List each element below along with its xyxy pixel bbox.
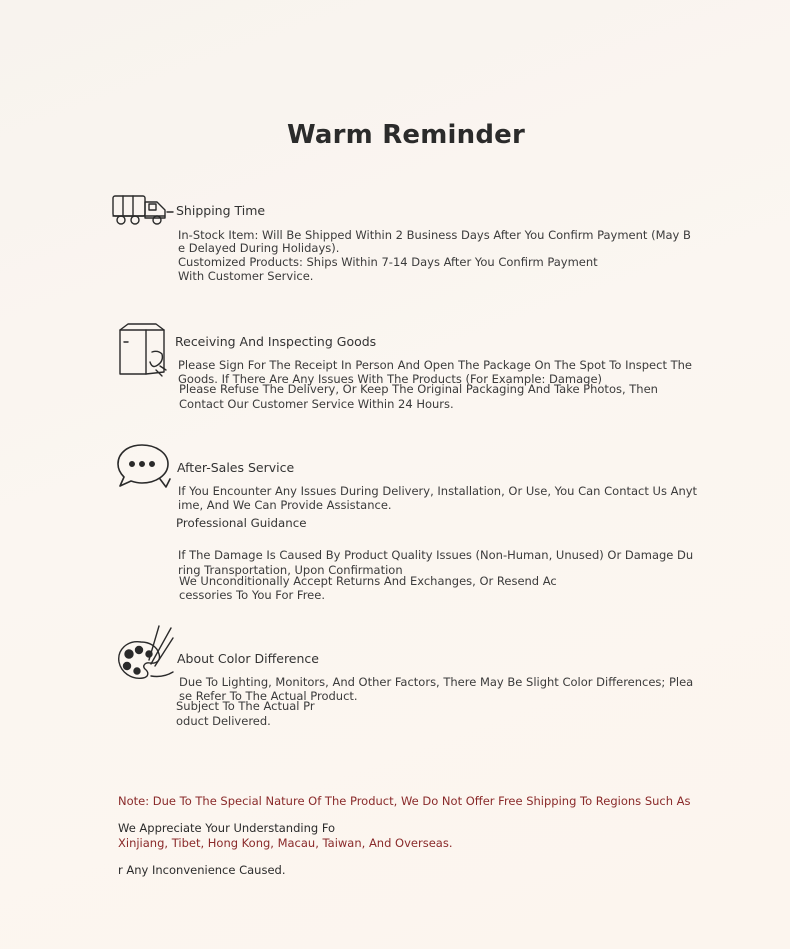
note-red-line-2: Xinjiang, Tibet, Hong Kong, Macau, Taiwan, And Overseas.: [118, 836, 453, 850]
after-sales-line-5: We Unconditionally Accept Returns And Exchanges, Or Resend Ac: [179, 574, 557, 588]
receiving-line-3: Please Refuse The Delivery, Or Keep The Original Packaging And Take Photos, Then: [179, 382, 658, 396]
color-line-4: oduct Delivered.: [176, 714, 271, 728]
after-sales-line-1: If You Encounter Any Issues During Delivery, Installation, Or Use, You Can Contact Us Anyt: [178, 484, 698, 498]
note-black-line-2: r Any Inconvenience Caused.: [118, 863, 286, 877]
color-line-3: Subject To The Actual Pr: [176, 699, 315, 713]
shipping-line-2: e Delayed During Holidays).: [178, 241, 340, 255]
after-sales-line-2: ime, And We Can Provide Assistance.: [178, 498, 392, 512]
section-heading-receiving: Receiving And Inspecting Goods: [175, 334, 377, 349]
after-sales-line-3: If The Damage Is Caused By Product Quality Issues (Non-Human, Unused) Or Damage Du: [178, 548, 694, 562]
receiving-line-4: Contact Our Customer Service Within 24 Hours.: [179, 397, 454, 411]
note-black-line-1: We Appreciate Your Understanding Fo: [118, 821, 336, 835]
after-sales-line-6: cessories To You For Free.: [179, 588, 325, 602]
section-heading-after-sales: After-Sales Service: [177, 460, 295, 475]
after-sales-line-4: ring Transportation, Upon Confirmation: [178, 563, 403, 577]
color-line-2: se Refer To The Actual Product.: [179, 689, 358, 703]
receiving-line-1: Please Sign For The Receipt In Person And Open The Package On The Spot To Inspect The: [178, 358, 692, 372]
subheading-professional-guidance: Professional Guidance: [176, 516, 307, 530]
color-line-1: Due To Lighting, Monitors, And Other Factors, There May Be Slight Color Differences; Plea: [179, 675, 694, 689]
section-heading-shipping: Shipping Time: [176, 203, 266, 218]
note-appreciation: [118, 793, 335, 905]
shipping-line-3: Customized Products: Ships Within 7-14 Days After You Confirm Payment: [178, 255, 598, 269]
shipping-line-1: In-Stock Item: Will Be Shipped Within 2 Business Days After You Confirm Payment (May B: [178, 228, 691, 242]
delivery-truck-icon: [111, 190, 175, 228]
note-red-line-1: Note: Due To The Special Nature Of The Product, We Do Not Offer Free Shipping To Regions Such As: [118, 794, 691, 808]
section-heading-color: About Color Difference: [177, 651, 319, 666]
package-box-icon: [116, 322, 174, 380]
paint-palette-icon: [115, 624, 175, 684]
chat-bubble-icon: [116, 443, 172, 489]
receiving-line-2: Goods. If There Are Any Issues With The Products (For Example: Damage): [178, 372, 603, 386]
shipping-line-4: With Customer Service.: [178, 269, 314, 283]
page-title: Warm Reminder: [286, 120, 526, 150]
